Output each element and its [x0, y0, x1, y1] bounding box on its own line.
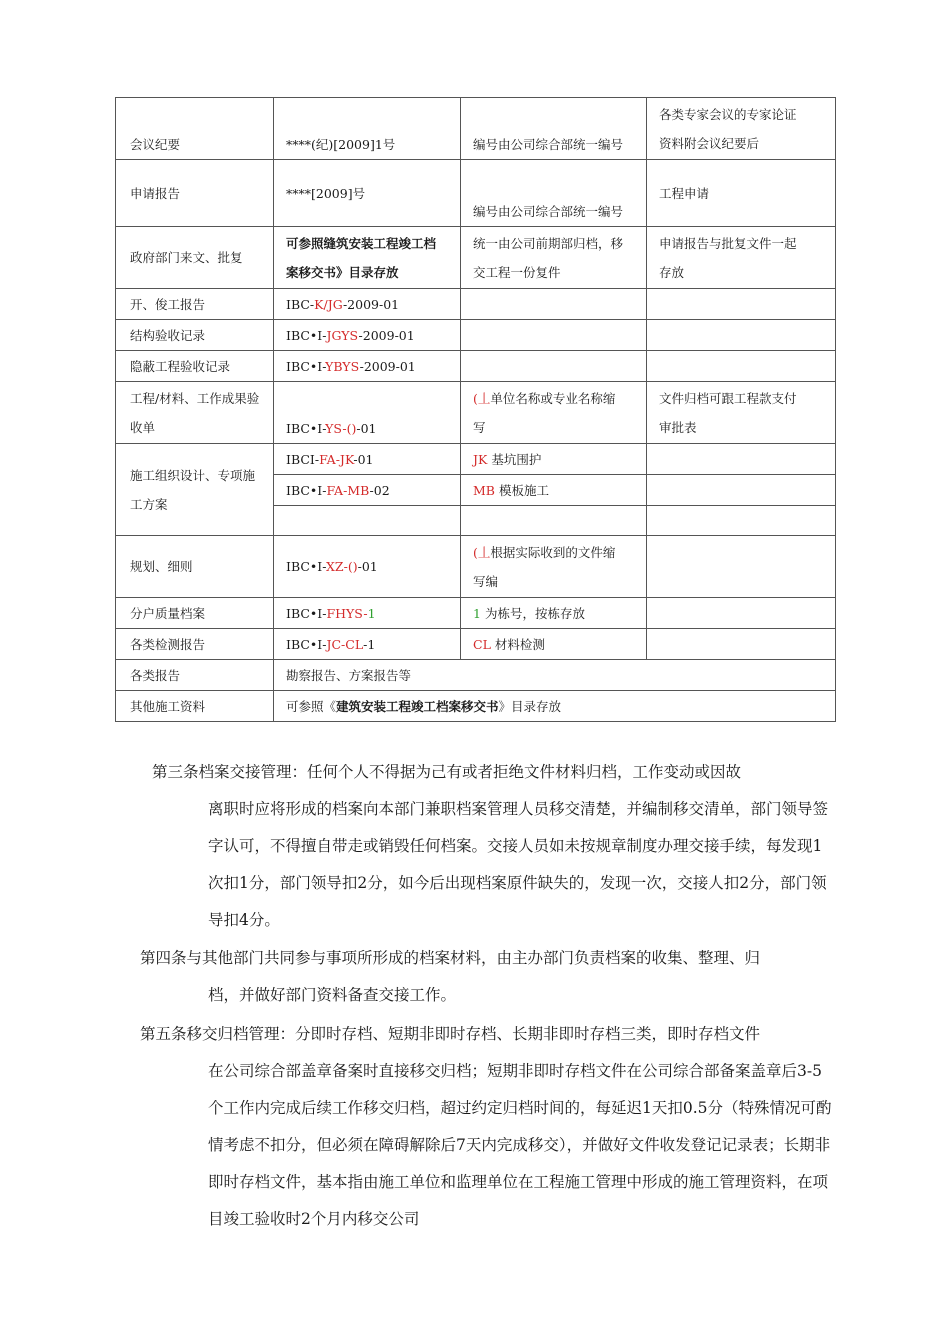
article-first-line: 第五条移交归档管理：分即时存档、短期非即时存档、长期非即时存档三类，即时存档文件: [140, 1025, 761, 1043]
note-cell: 编号由公司综合部统一编号: [461, 98, 647, 160]
note-text: 材料检测: [494, 636, 545, 652]
doc-type-cell: 其他施工资料: [116, 691, 274, 722]
note-cell: [461, 536, 647, 598]
code-suffix: -02: [369, 482, 390, 498]
table-row: [116, 351, 836, 382]
building-number: 1: [473, 605, 481, 621]
note-cell: [461, 444, 647, 475]
reference-line: 可参照缝筑安装工程竣工档: [286, 235, 437, 251]
code-suffix: -2009-01: [359, 358, 416, 374]
code-placeholder: (): [347, 559, 358, 574]
note-text: 基坑围护: [491, 451, 542, 467]
doc-type-cell: [116, 444, 274, 536]
article-body: 在公司综合部盖章备案时直接移交归档；短期非即时存档文件在公司综合部备案盖章后3-5个工作内完成后续工作移交归档，超过约定归档时间的，每延迟1天扣0.5分（特殊情况可酌情考虑不扣分，但必须在障碍解除后7天内完成移交），并做好文件收发登记记录表；长期非即时存档文件，基本指由施工单位和监理单位在工程施工管理中形成的施工管理资料，在项目竣工验收时2个月内移交公司: [208, 1062, 832, 1228]
remark-cell: [647, 598, 836, 629]
code-prefix: IBC•I-: [286, 482, 327, 498]
code-prefix: IBC•I-: [286, 636, 327, 652]
table-row: [116, 320, 836, 351]
article-body: 档，并做好部门资料备查交接工作。: [208, 986, 457, 1004]
number-format-cell: [274, 227, 461, 289]
doc-type-line: 工方案: [130, 496, 168, 512]
article-body: 离职时应将形成的档案向本部门兼职档案管理人员移交清楚，并编制移交清单，部门领导签字认可，不得擅自带走或销毁任何档案。交接人员如未按规章制度办理交接手续，每发现1次扣1分，部门领导扣2分，如今后出现档案原件缺失的，发现一次，交接人扣2分，部门领导扣4分。: [208, 800, 829, 929]
remark-cell: [647, 382, 836, 444]
table-row: [116, 289, 836, 320]
remark-line: 各类专家会议的专家论证: [659, 106, 797, 122]
code-key: FHYS: [326, 605, 364, 621]
code-suffix: -1: [363, 636, 376, 652]
remark-cell: [647, 506, 836, 536]
note-cell: [461, 475, 647, 506]
doc-type-cell: 各类报告: [116, 660, 274, 691]
number-format-cell: [274, 351, 461, 382]
remark-cell: [647, 289, 836, 320]
note-line: [473, 538, 646, 567]
code-suffix: -2009-01: [358, 327, 415, 343]
number-format-cell: [274, 444, 461, 475]
number-format-cell: [274, 506, 461, 536]
code-suffix: -01: [353, 451, 374, 467]
remark-line: 资料附会议纪要后: [659, 135, 760, 151]
code-prefix: IBC•I-: [286, 559, 327, 574]
note-line: 交工程一份复件: [473, 264, 561, 280]
code-key: FA-MB: [326, 482, 370, 498]
note-cell: [461, 320, 647, 351]
code-key: JGYS: [326, 327, 359, 343]
table-row: [116, 444, 836, 475]
building-number: 1: [367, 605, 376, 621]
code-suffix: -01: [356, 421, 377, 436]
reference-suffix: 》目录存放: [498, 698, 562, 714]
doc-type-cell: 会议纪要: [116, 98, 274, 160]
code-key: K/JG: [314, 296, 343, 312]
remark-line: 存放: [659, 264, 685, 280]
code-abbr: JK: [473, 451, 488, 467]
number-format-cell: [274, 475, 461, 506]
remark-cell: 工程申请: [647, 160, 836, 227]
remark-line: 文件归档可跟工程款支付: [659, 390, 797, 406]
note-cell: [461, 351, 647, 382]
article-first-line: 第四条与其他部门共同参与事项所形成的档案材料，由主办部门负责档案的收集、整理、归: [140, 949, 761, 967]
code-prefix: IBC•I-: [286, 605, 327, 621]
number-format-cell: [274, 691, 836, 722]
number-format-cell: [274, 382, 461, 444]
table-row: [116, 536, 836, 598]
note-text: 模板施工: [498, 482, 549, 498]
code-prefix: IBC•I-: [286, 358, 326, 374]
remark-cell: [647, 227, 836, 289]
note-text: 为栋号，按栋存放: [484, 605, 585, 621]
note-text: 根据实际收到的文件缩: [490, 544, 616, 560]
code-key: YS-: [325, 421, 347, 436]
code-key: YBYS: [325, 358, 360, 374]
table-row: [116, 98, 836, 160]
doc-type-cell: 规划、细则: [116, 536, 274, 598]
article-4: [140, 940, 832, 1014]
note-cell: 编号由公司综合部统一编号: [461, 160, 647, 227]
doc-type-cell: 各类检测报告: [116, 629, 274, 660]
table-row: [116, 227, 836, 289]
placeholder-marker: (丄: [473, 390, 491, 406]
remark-cell: [647, 475, 836, 506]
note-cell: [461, 227, 647, 289]
reference-title: 建筑安装工程竣工档案移交书: [336, 698, 499, 714]
number-format-cell: [274, 536, 461, 598]
number-format-cell: ****[2009]号: [274, 160, 461, 227]
note-line: [473, 384, 646, 413]
code-abbr: MB: [473, 482, 495, 498]
code-suffix: -2009-01: [342, 296, 400, 312]
number-format-cell: [274, 598, 461, 629]
code-key: XZ-: [326, 559, 348, 574]
number-format-cell: ****(纪)[2009]1号: [274, 98, 461, 160]
remark-line: 审批表: [659, 419, 697, 435]
note-cell: [461, 506, 647, 536]
doc-type-cell: 开、俊工报告: [116, 289, 274, 320]
table-row: [116, 160, 836, 227]
reference-prefix: 可参照《: [286, 698, 337, 714]
table-row: [116, 382, 836, 444]
number-format-cell: [274, 289, 461, 320]
article-3: [152, 754, 832, 939]
doc-type-cell: 申请报告: [116, 160, 274, 227]
archive-numbering-table: [115, 97, 836, 722]
doc-type-line: 收单: [130, 419, 156, 435]
note-line: 写: [473, 419, 486, 435]
doc-type-line: 工程/材料、工作成果验: [130, 390, 260, 406]
code-prefix: IBCI-: [286, 451, 320, 467]
code-dash: -: [363, 605, 368, 621]
note-text: 单位名称或专业名称缩: [490, 390, 616, 406]
reference-line: 案移交书》目录存放: [286, 264, 399, 280]
table-row: [116, 598, 836, 629]
doc-type-cell: 分户质量档案: [116, 598, 274, 629]
doc-type-cell: 结构验收记录: [116, 320, 274, 351]
code-prefix: IBC-: [286, 296, 315, 312]
table-row: [116, 629, 836, 660]
code-suffix: -01: [357, 559, 378, 574]
table-row: [116, 691, 836, 722]
placeholder-marker: (丄: [473, 544, 491, 560]
note-line: 写编: [473, 573, 499, 589]
doc-type-cell: [116, 382, 274, 444]
remark-cell: [647, 629, 836, 660]
number-format-cell: 勘察报告、方案报告等: [274, 660, 836, 691]
article-first-line: 第三条档案交接管理：任何个人不得据为己有或者拒绝文件材料归档，工作变动或因故: [152, 763, 742, 781]
article-5: [140, 1016, 836, 1238]
doc-type-cell: 政府部门来文、批复: [116, 227, 274, 289]
doc-type-line: 施工组织设计、专项施: [130, 467, 256, 483]
note-cell: [461, 382, 647, 444]
note-cell: [461, 598, 647, 629]
note-line: 统一由公司前期部归档，移: [473, 235, 624, 251]
note-cell: [461, 289, 647, 320]
code-prefix: IBC•I-: [286, 327, 327, 343]
table-row: [116, 660, 836, 691]
code-key: JC-CL: [326, 636, 364, 652]
number-format-cell: [274, 629, 461, 660]
remark-cell: [647, 98, 836, 160]
code-key: FA-JK: [319, 451, 354, 467]
number-format-cell: [274, 320, 461, 351]
code-abbr: CL: [473, 636, 491, 652]
note-cell: [461, 629, 647, 660]
doc-type-cell: 隐蔽工程验收记录: [116, 351, 274, 382]
code-prefix: IBC•I-: [286, 421, 326, 436]
remark-cell: [647, 444, 836, 475]
remark-cell: [647, 320, 836, 351]
code-placeholder: (): [346, 421, 357, 436]
remark-cell: [647, 351, 836, 382]
remark-line: 申请报告与批复文件一起: [659, 235, 797, 251]
remark-cell: [647, 536, 836, 598]
